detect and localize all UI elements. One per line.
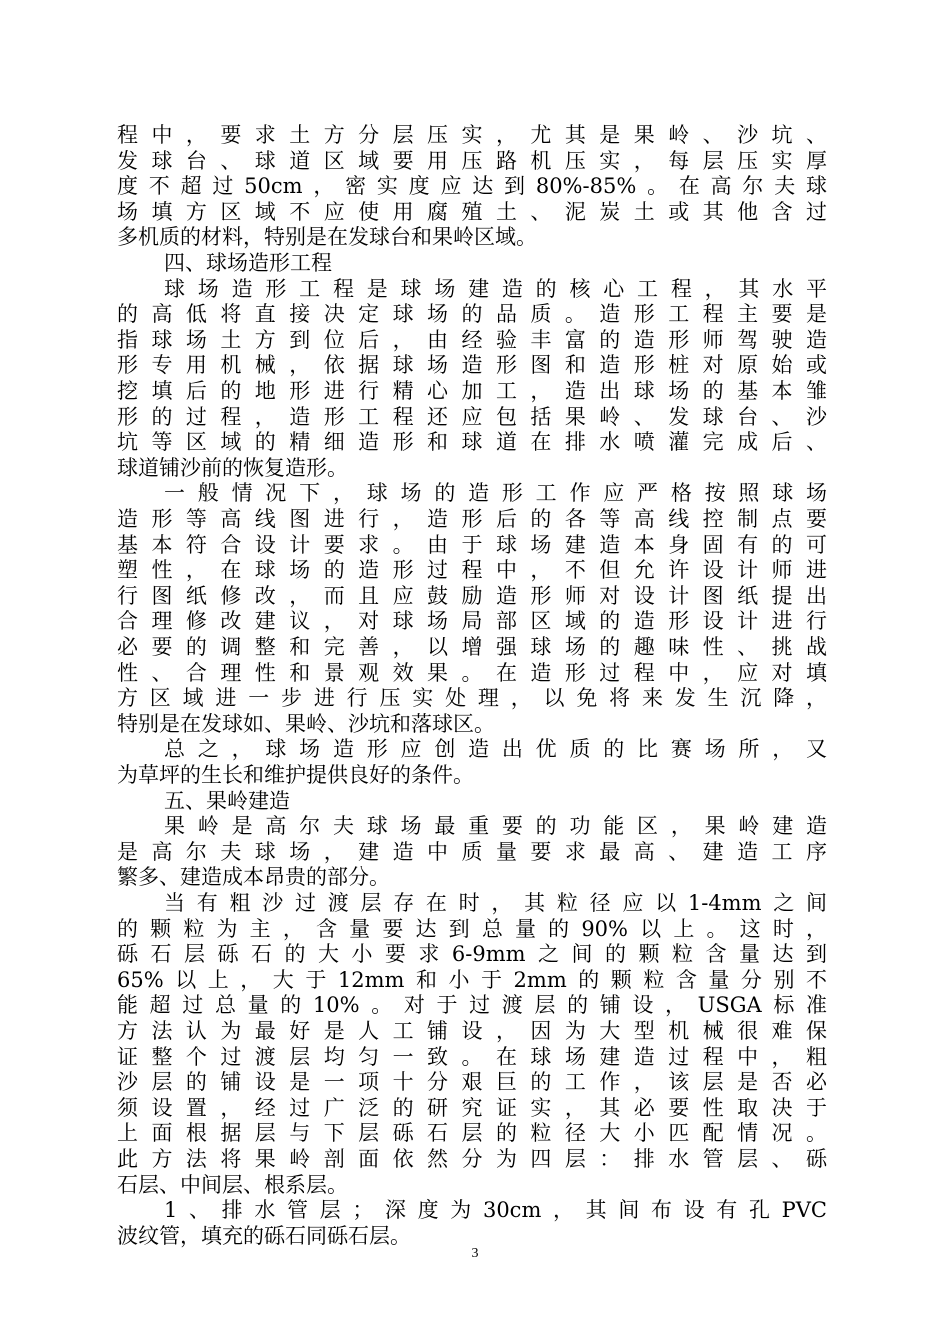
text-line: 挖填后的地形进行精心加工，造出球场的基本雏	[117, 379, 827, 403]
text-line: 一般情况下，球场的造形工作应严格按照球场	[164, 481, 827, 506]
text-line: 砾石层砾石的大小要求6-9mm之间的颗粒含量达到	[117, 942, 827, 967]
text-line: 球场造形工程是球场建造的核心工程，其水平	[164, 276, 827, 301]
text-line: 合理修改建议，对球场局部区域的造形设计进行	[117, 609, 827, 634]
text-line: 形专用机械，依据球场造形图和造形桩对原始或	[117, 353, 827, 378]
text-line: 行图纸修改，而且应鼓励造形师对设计图纸提出	[117, 583, 827, 608]
text-line: 当有粗沙过渡层存在时，其粒径应以1-4mm之间	[164, 891, 827, 915]
text-line: 波纹管，填充的砾石同砾石层。	[117, 1223, 411, 1248]
text-line: 四、球场造形工程	[164, 251, 332, 275]
text-line: 石层、中间层、根系层。	[117, 1172, 348, 1197]
text-line: 须设置，经过广泛的研究证实，其必要性取决于	[117, 1095, 827, 1120]
text-line: 性、合理性和景观效果。在造形过程中，应对填	[117, 660, 827, 685]
text-line: 的颗粒为主，含量要达到总量的90%以上。这时，	[117, 916, 827, 941]
text-line: 方区域进一步进行压实处理，以免将来发生沉降，	[117, 686, 827, 711]
text-line: 上面根据层与下层砾石层的粒径大小匹配情况。	[117, 1121, 827, 1146]
text-line: 球道铺沙前的恢复造形。	[117, 455, 348, 480]
text-line: 五、果岭建造	[164, 788, 290, 813]
text-line: 坑等区域的精细造形和球道在排水喷灌完成后、	[117, 430, 827, 455]
text-line: 为草坪的生长和维护提供良好的条件。	[117, 763, 474, 787]
text-line: 果岭是高尔夫球场最重要的功能区，果岭建造	[164, 814, 827, 839]
text-line: 发球台、球道区域要用压路机压实，每层压实厚	[117, 148, 827, 173]
text-line: 程中，要求土方分层压实，尤其是果岭、沙坑、	[117, 123, 827, 147]
text-line: 形的过程，造形工程还应包括果岭、发球台、沙	[117, 404, 827, 429]
text-line: 此方法将果岭剖面依然分为四层：排水管层、砾	[117, 1147, 827, 1171]
text-line: 证整个过渡层均匀一致。在球场建造过程中，粗	[117, 1044, 827, 1069]
page-number: 3	[471, 1246, 479, 1261]
text-line: 必要的调整和完善，以增强球场的趣味性、挑战	[117, 635, 827, 659]
text-line: 65%以上，大于12mm和小于2mm的颗粒含量分别不	[117, 967, 827, 992]
text-line: 场填方区域不应使用腐殖土、泥炭土或其他含过	[117, 199, 827, 224]
text-line: 是高尔夫球场，建造中质量要求最高、建造工序	[117, 839, 827, 864]
text-line: 特别是在发球如、果岭、沙坑和落球区。	[117, 711, 495, 736]
text-line: 沙层的铺设是一项十分艰巨的工作，该层是否必	[117, 1070, 827, 1095]
text-line: 1、排水管层；深度为30cm，其间布设有孔PVC	[164, 1198, 827, 1223]
text-line: 能超过总量的10%。对于过渡层的铺设，USGA标准	[117, 993, 827, 1018]
text-line: 多机质的材料，特别是在发球台和果岭区域。	[117, 225, 537, 250]
text-line: 的高低将直接决定球场的品质。造形工程主要是	[117, 302, 827, 327]
text-line: 度不超过50cm，密实度应达到80%-85%。在高尔夫球	[117, 174, 827, 199]
text-line: 总之，球场造形应创造出优质的比赛场所，又	[164, 737, 827, 762]
text-line: 塑性，在球场的造形过程中，不但允许设计师进	[117, 558, 827, 583]
text-line: 基本符合设计要求。由于球场建造本身固有的可	[117, 532, 827, 557]
text-line: 造形等高线图进行，造形后的各等高线控制点要	[117, 507, 827, 531]
text-line: 指球场土方到位后，由经验丰富的造形师驾驶造	[117, 327, 827, 352]
text-line: 繁多、建造成本昂贵的部分。	[117, 865, 390, 890]
text-line: 方法认为最好是人工铺设，因为大型机械很难保	[117, 1019, 827, 1043]
